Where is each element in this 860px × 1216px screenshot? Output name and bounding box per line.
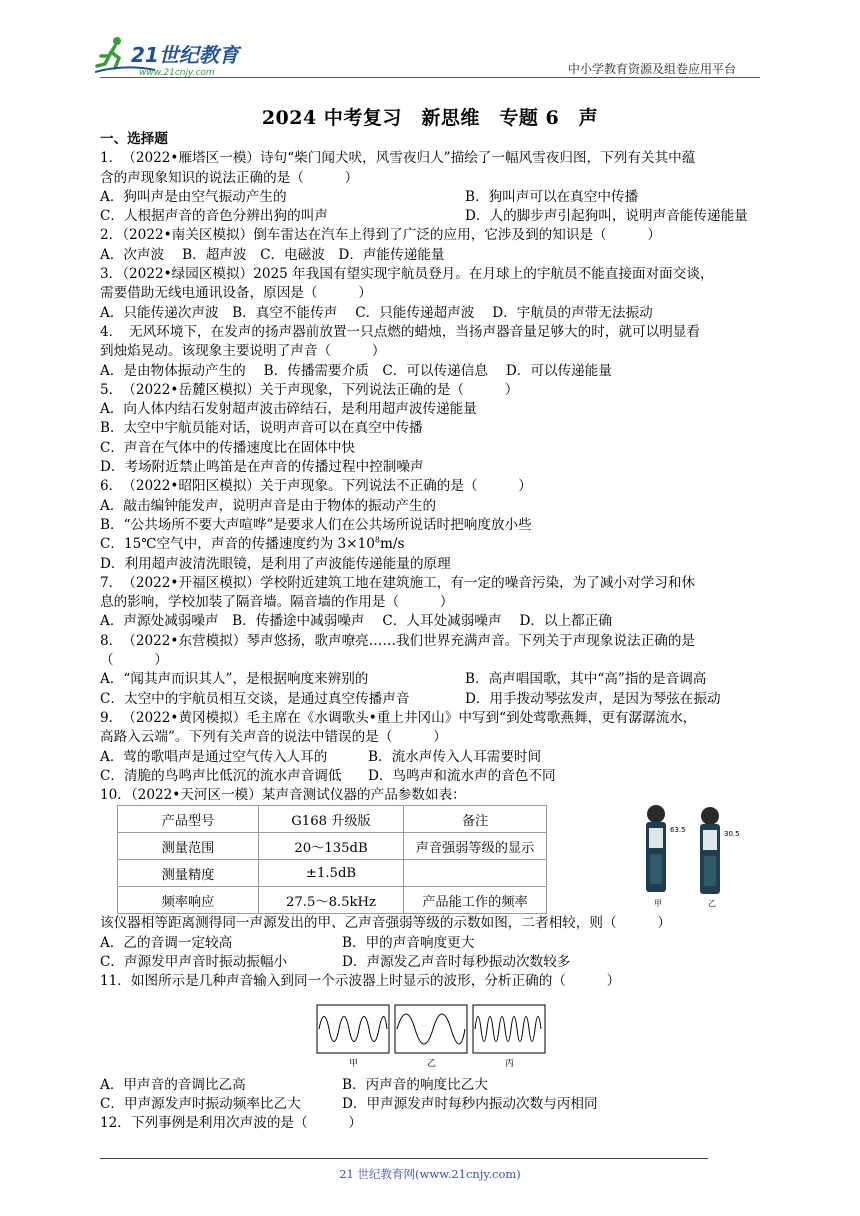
question-2 <box>100 226 764 265</box>
question-5 <box>100 381 764 477</box>
meter-reading: 63.5 <box>670 826 686 834</box>
table-cell: G168 升级版 <box>259 806 404 833</box>
option-c-unit: m/s <box>379 536 405 553</box>
option-a: A．狗叫声是由空气振动产生的 <box>100 188 287 205</box>
question-4 <box>100 323 764 381</box>
waveform-label: 丙 <box>505 1059 515 1069</box>
question-stem: 含的声现象知识的说法正确的是（ ） <box>100 169 359 186</box>
waveform-box <box>317 1005 389 1053</box>
options: A．只能传递次声波 B．真空不能传声 C．只能传递超声波 D．宇航员的声带无法振动 <box>100 304 653 321</box>
question-stem: 12．下列事例是利用次声波的是（ ） <box>100 1115 362 1132</box>
option-c-text: C．15℃空气中，声音的传播速度约为 3×10 <box>100 536 375 553</box>
table-cell: 产品能工作的频率 <box>404 887 547 914</box>
table-cell: ±1.5dB <box>259 860 404 887</box>
question-1 <box>100 149 764 226</box>
option-c: C．清脆的鸟鸣声比低沉的流水声音调低 <box>100 767 342 784</box>
option-c <box>100 535 764 554</box>
logo-url: www.21cnjy.com <box>139 68 215 78</box>
question-list <box>100 130 764 1133</box>
option-b: B．高声唱国歌，其中“高”指的是音调高 <box>465 671 707 688</box>
table-row <box>118 887 547 914</box>
waveform-label: 乙 <box>427 1059 437 1069</box>
footer-link[interactable]: 21 世纪教育网(www.21cnjy.com) <box>339 1167 521 1181</box>
question-stem: 到烛焰晃动。该现象主要说明了声音（ ） <box>100 343 386 360</box>
question-stem: 6． （2022•昭阳区模拟）关于声现象。下列说法不正确的是（ ） <box>100 478 532 495</box>
question-7 <box>100 574 764 632</box>
option-b: B．太空中宇航员能对话，说明声音可以在真空中传播 <box>100 420 423 437</box>
question-stem: 息的影响，学校加装了隔音墙。隔音墙的作用是（ ） <box>100 594 454 611</box>
table-cell: 20～135dB <box>259 833 404 860</box>
table-cell: 测量精度 <box>118 860 259 887</box>
question-stem: 8． （2022•东营模拟）琴声悠扬，歌声嘹亮……我们世界充满声音。下列关于声现象说法正确的是 <box>100 632 696 649</box>
table-cell: 测量范围 <box>118 833 259 860</box>
waveform-bing <box>475 1017 541 1042</box>
footer-divider <box>100 1158 708 1159</box>
exponent: 8 <box>374 535 380 545</box>
option-a: A．甲声音的音调比乙高 <box>100 1076 246 1093</box>
question-stem: 需要借助无线电通讯设备，原因是（ ） <box>100 285 372 302</box>
sound-meter-icon <box>646 805 666 892</box>
question-stem: 4． 无风环境下，在发声的扬声器前放置一只点燃的蜡烛，当扬声器音量足够大的时，就可以明显看 <box>100 323 700 340</box>
meter-reading: 30.5 <box>724 830 740 838</box>
header-divider <box>100 77 760 78</box>
option-c: C．甲声源发声时振动频率比乙大 <box>100 1095 301 1112</box>
option-b: B．狗叫声可以在真空中传播 <box>465 188 639 205</box>
option-d: D．用手拨动琴弦发声，是因为琴弦在振动 <box>465 690 721 707</box>
option-b: B．流水声传入人耳需要时间 <box>368 748 542 765</box>
question-8 <box>100 632 764 709</box>
option-a: A．“闻其声而识其人”，是根据响度来辨别的 <box>100 671 369 688</box>
table-cell: 频率响应 <box>118 887 259 914</box>
question-stem: 10．（2022•天河区一模）某声音测试仪器的产品参数如表： <box>100 787 466 804</box>
logo-text: 21世纪教育 <box>131 43 239 67</box>
question-stem: 高路入云端”。下列有关声音的说法中错误的是（ ） <box>100 729 447 746</box>
section-heading: 一、选择题 <box>100 131 168 147</box>
waveform-jia <box>319 1017 387 1042</box>
option-d: D．声源发乙声音时每秒振动次数较多 <box>342 953 571 970</box>
sound-meter-figure <box>640 804 760 910</box>
options: A．是由物体振动产生的 B．传播需要介质 C．可以传递信息 D．可以传递能量 <box>100 362 612 379</box>
sound-meter-icon <box>700 807 720 894</box>
question-6 <box>100 477 764 573</box>
options: A．声源处减弱噪声 B．传播途中减弱噪声 C．人耳处减弱噪声 D．以上都正确 <box>100 613 612 630</box>
option-a: A．敲击编钟能发声，说明声音是由于物体的振动产生的 <box>100 497 437 514</box>
meter-label: 乙 <box>708 899 716 908</box>
question-stem: 3．（2022•绿园区模拟）2025 年我国有望实现宇航员登月。在月球上的宇航员不能直接面对面交谈， <box>100 266 714 283</box>
option-b: B．丙声音的响度比乙大 <box>342 1076 488 1093</box>
table-row <box>118 806 547 833</box>
option-d: D．考场附近禁止鸣笛是在声音的传播过程中控制噪声 <box>100 459 424 476</box>
option-a: A．向人体内结石发射超声波击碎结石，是利用超声波传递能量 <box>100 401 477 418</box>
waveform-yi <box>397 1014 465 1044</box>
option-a: A．乙的音调一定较高 <box>100 934 233 951</box>
waveform-figure <box>316 1004 548 1070</box>
question-stem: 11．如图所示是几种声音输入到同一个示波器上时显示的波形，分析正确的（ ） <box>100 973 621 990</box>
question-stem: （ ） <box>100 652 168 669</box>
waveform-box <box>395 1005 467 1053</box>
question-stem: 2．（2022•南关区模拟）倒车雷达在汽车上得到了广泛的应用，它涉及到的知识是（ ） <box>100 227 662 244</box>
waveform-label: 甲 <box>349 1059 359 1069</box>
option-a: A．莺的歌唱声是通过空气传入人耳的 <box>100 748 328 765</box>
meter-label: 甲 <box>654 899 662 908</box>
option-d: D．人的脚步声引起狗叫，说明声音能传递能量 <box>465 208 748 225</box>
option-d: D．利用超声波清洗眼镜，是利用了声波能传递能量的原理 <box>100 555 451 572</box>
table-cell: 27.5～8.5kHz <box>259 887 404 914</box>
question-stem: 5． （2022•岳麓区模拟）关于声现象，下列说法正确的是（ ） <box>100 381 519 398</box>
option-b: B．“公共场所不要大声喧哗”是要求人们在公共场所说话时把响度放小些 <box>100 516 532 533</box>
page-title: 2024 中考复习 新思维 专题 6 声 <box>261 107 599 129</box>
option-c: C．声源发甲声音时振动振幅小 <box>100 953 288 970</box>
waveform-box <box>473 1005 545 1053</box>
question-stem: 1． （2022•雁塔区一模）诗句“柴门闻犬吠，风雪夜归人”描绘了一幅风雪夜归图，下列有关其中蕴 <box>100 150 696 167</box>
option-c: C．太空中的宇航员相互交谈，是通过真空传播声音 <box>100 690 410 707</box>
platform-name: 中小学教育资源及组卷应用平台 <box>568 62 737 76</box>
option-b: B．甲的声音响度更大 <box>342 934 475 951</box>
spec-table <box>117 805 547 914</box>
table-row <box>118 833 547 860</box>
site-logo <box>95 34 265 78</box>
options: A．次声波 B．超声波 C．电磁波 D．声能传递能量 <box>100 246 445 263</box>
table-row <box>118 860 547 887</box>
question-9 <box>100 709 764 786</box>
table-cell <box>404 860 547 887</box>
question-stem: 该仪器相等距离测得同一声源发出的甲、乙声音强弱等级的示数如图，二者相较，则（ ） <box>100 915 671 932</box>
table-cell: 备注 <box>404 806 547 833</box>
question-stem: 9． （2022•黄冈模拟）毛主席在《水调歌头•重上井冈山》中写到“到处莺歌燕舞，更有潺潺流水， <box>100 709 697 726</box>
question-3 <box>100 265 764 323</box>
table-cell: 声音强弱等级的显示 <box>404 833 547 860</box>
question-stem: 7． （2022•开福区模拟）学校附近建筑工地在建筑施工，有一定的噪音污染，为了减小对学习和休 <box>100 574 696 591</box>
question-12 <box>100 1114 764 1133</box>
option-c: C．声音在气体中的传播速度比在固体中快 <box>100 439 356 456</box>
option-d: D．鸟鸣声和流水声的音色不同 <box>368 767 556 784</box>
option-d: D．甲声源发声时每秒内振动次数与丙相同 <box>342 1095 598 1112</box>
option-c: C．人根据声音的音色分辨出狗的叫声 <box>100 208 328 225</box>
table-cell: 产品型号 <box>118 806 259 833</box>
